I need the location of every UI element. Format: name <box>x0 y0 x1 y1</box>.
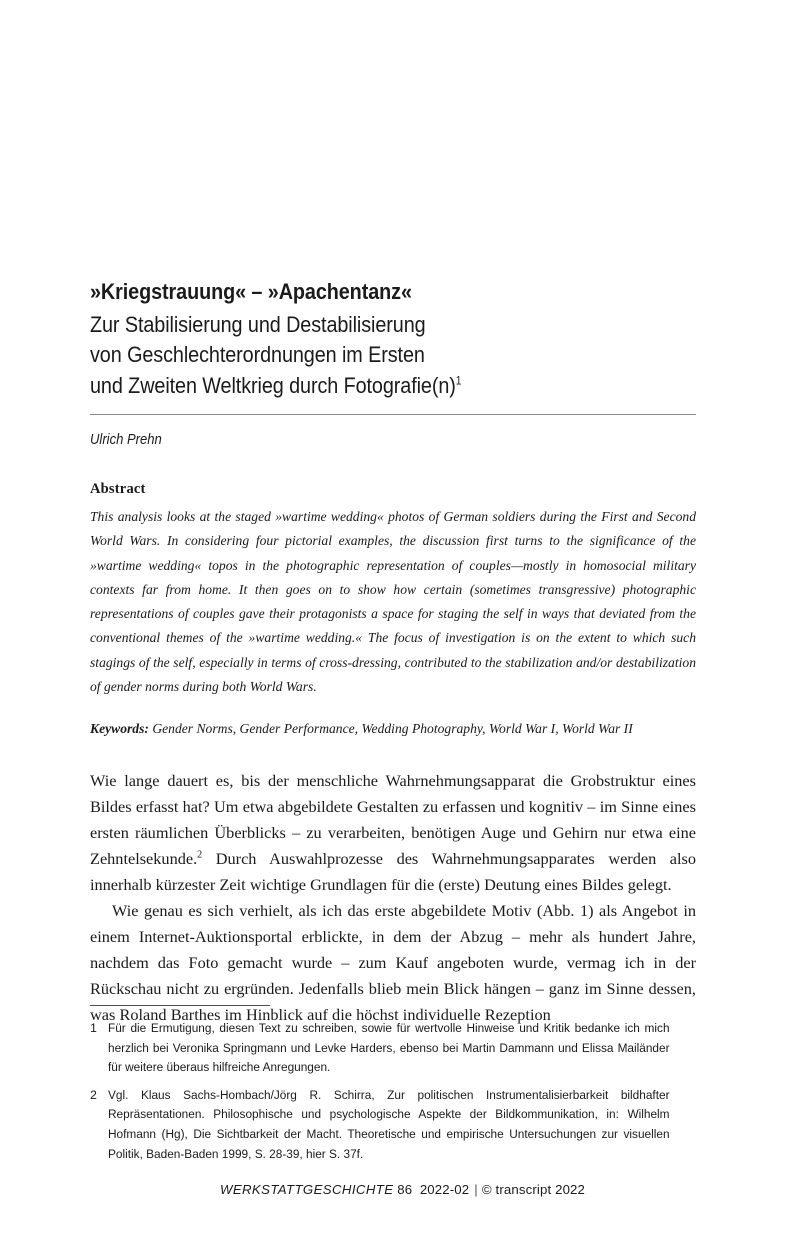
abstract-text: This analysis looks at the staged »wartime wedding« photos of German soldiers during the First and Second World Wars. In considering four pictorial examples, the discussion first turns to the significance of the »wartime wedding« topos in the photographic representation of couples—mostly in homosocial military contexts far from home. It then goes on to show how certain (sometimes transgressive) photographic representations of couples gave their protagonists a space for staging the self in ways that deviated from the conventional themes of the »wartime wedding.« The focus of investigation is on the extent to which such stagings of the self, especially in terms of cross-dressing, contributed to the stabilization and/or destabilization of gender norms during both World Wars. <box>90 509 696 695</box>
footnote-item <box>90 1086 696 1164</box>
title-block <box>90 277 696 401</box>
subtitle-line-1: Zur Stabilisierung und Destabilisierung <box>90 311 426 337</box>
footnote-divider <box>90 1005 270 1006</box>
footnote-item <box>90 1019 696 1078</box>
subtitle-line-3 <box>90 371 623 402</box>
article-content <box>90 277 696 1027</box>
footnote-text: Für die Ermutigung, diesen Text zu schreiben, sowie für wertvolle Hinweise und Kritik bedanke ich mich herzlich bei Veronika Springmann und Levke Harders, ebenso bei Martin Dammann und Elissa Mailänder für weitere überaus hilfreiche Anregungen. <box>108 1021 670 1075</box>
keywords-line <box>90 717 696 741</box>
footnote-area <box>90 1005 696 1172</box>
author-name: Ulrich Prehn <box>90 432 162 448</box>
footer-journal-name: WERKSTATTGESCHICHTE <box>219 1182 394 1197</box>
subtitle-line-3-text: und Zweiten Weltkrieg durch Fotografie(n) <box>90 372 456 398</box>
keywords-value: Gender Norms, Gender Performance, Wedding Photography, World War I, World War II <box>152 721 633 737</box>
body-paragraph-2: Wie genau es sich verhielt, als ich das erste abgebildete Motiv (Abb. 1) als Angebot in einem Internet-Auktionsportal erblickte, in dem der Abzug – mehr als hundert Jahre, nachdem das Foto gemacht wurde – zum Kauf angeboten wurde, vermag ich in der Rückschau nicht zu ergründen. Jedenfalls blieb mein Blick hängen – ganz im Sinne dessen, was Roland Barthes im Hinblick auf die höchst individuelle Rezeption <box>90 900 696 1024</box>
footer-copyright: © transcript 2022 <box>481 1182 586 1197</box>
footnote-marker-2: 2 <box>197 849 203 861</box>
keywords-label: Keywords: <box>90 721 149 737</box>
page-title: »Kriegstrauung« – »Apachentanz« <box>90 279 412 304</box>
body-text <box>90 768 696 1027</box>
page-footer <box>0 1181 805 1199</box>
footnote-number: 1 <box>90 1021 97 1035</box>
footnote-number: 2 <box>90 1087 97 1102</box>
title-footnote-marker: 1 <box>455 374 462 387</box>
footer-issue-number: 86 <box>397 1182 413 1197</box>
footnote-text: Vgl. Klaus Sachs-Hombach/Jörg R. Schirra, Zur politischen Instrumentalisierbarkeit bildhafter Repräsentationen. Philosophische und psychologische Aspekte der Bildkommunikation, in: Wilhelm Hofmann (Hg), Die Sichtbarkeit der Macht. Theoretische und empirische Untersuchungen zur visuellen Politik, Baden-Baden 1999, S. 28-39, hier S. 37f. <box>108 1087 670 1161</box>
footer-issue-date: 2022-02 <box>419 1182 470 1197</box>
abstract-heading: Abstract <box>90 481 146 497</box>
body-paragraph-1-part-b: Durch Auswahlprozesse des Wahrnehmungsapparates werden also innerhalb kürzester Zeit wichtige Grundlagen für die (erste) Deutung eines Bildes gelegt. <box>90 849 696 894</box>
subtitle-line-2: von Geschlechterordnungen im Ersten <box>90 342 425 367</box>
title-divider <box>90 414 696 415</box>
body-paragraph-1 <box>90 768 696 898</box>
footer-separator: | <box>474 1182 478 1197</box>
body-paragraph-1-part-a: Wie lange dauert es, bis der menschliche Wahrnehmungsapparat die Grobstruktur eines Bildes erfasst hat? Um etwa abgebildete Gestalten zu erfassen und kognitiv – im Sinne eines ersten räumlichen Überblicks – zu verarbeiten, benötigen Auge und Gehirn nur etwa eine Zehntelsekunde. <box>90 771 696 869</box>
